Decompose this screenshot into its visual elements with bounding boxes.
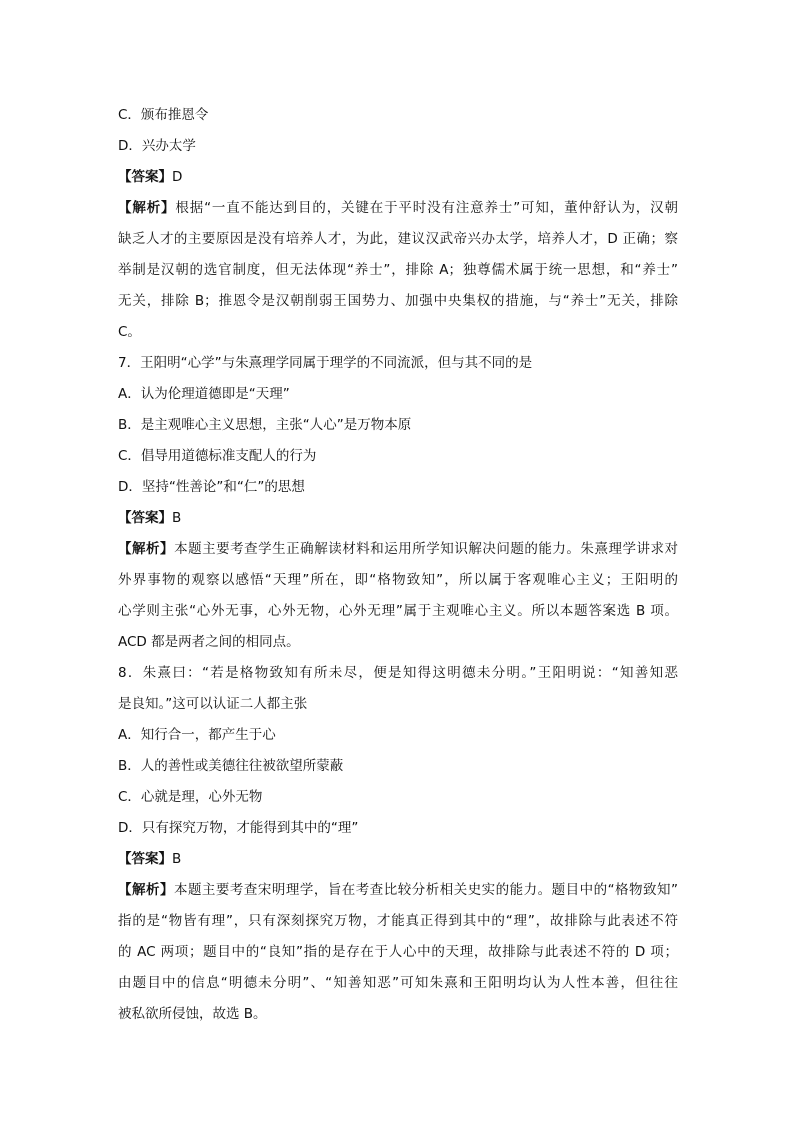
q8-stem-line: 8．朱熹曰：“若是格物致知有所未尽，便是知得这明德未分明。”王阳明说：“知善知恶 [118,665,678,681]
q7-explanation-line: 外界事物的观察以感悟“天理”所在，即“格物致知”，所以属于客观唯心主义；王阳明的 [118,572,678,588]
explanation-label: 【解析】 [118,882,174,898]
q8-option-d: D．只有探究万物，才能得到其中的“理” [118,820,359,836]
q7-answer [118,503,678,534]
q6-explanation-line: 缺乏人才的主要原因是没有培养人才，为此，建议汉武帝兴办太学，培养人才，D 正确；察 [118,231,678,247]
q8-option-b: B．人的善性或美德往往被欲望所蒙蔽 [118,758,344,774]
q7-stem: 7．王阳明“心学”与朱熹理学同属于理学的不同流派，但与其不同的是 [118,355,533,371]
q6-explanation [118,193,678,348]
q8-explanation-line: 被私欲所侵蚀，故选 B。 [118,1006,267,1022]
q8-stem [118,658,678,720]
answer-value: D [172,169,183,185]
q6-explanation-line: C。 [118,324,141,340]
answer-label: 【答案】 [118,169,172,185]
q7-explanation-line: 心学则主张“心外无事，心外无物，心外无理”属于主观唯心主义。所以本题答案选 B 项。 [118,603,678,619]
answer-value: B [172,851,182,867]
q7-explanation-line: ACD 都是两者之间的相同点。 [118,634,300,650]
q7-option-a: A．认为伦理道德即是“天理” [118,386,290,402]
q8-answer [118,844,678,875]
q8-explanation-line: 的 AC 两项；题目中的“良知”指的是存在于人心中的天理，故排除与此表述不符的 D 项； [118,944,678,960]
q8-explanation-line: 指的是“物皆有理”，只有深刻探究万物，才能真正得到其中的“理”，故排除与此表述不符 [118,913,678,929]
document-page [118,100,678,1030]
q7-explanation [118,534,678,658]
q6-explanation-line: 举制是汉朝的选官制度，但无法体现“养士”，排除 A；独尊儒术属于统一思想，和“养士” [118,262,678,278]
explanation-label: 【解析】 [118,541,175,557]
q6-option-c: C．颁布推恩令 [118,107,209,123]
q7-option-b: B．是主观唯心主义思想，主张“人心”是万物本原 [118,417,412,433]
answer-label: 【答案】 [118,510,172,526]
answer-label: 【答案】 [118,851,172,867]
q7-option-c: C．倡导用道德标准支配人的行为 [118,448,317,464]
q8-explanation-line: 由题目中的信息“明德未分明”、“知善知恶”可知朱熹和王阳明均认为人性本善，但往往 [118,975,678,991]
explanation-label: 【解析】 [118,200,176,216]
q8-stem-line: 是良知。”这可以认证二人都主张 [118,696,308,712]
q6-option-d: D．兴办太学 [118,138,196,154]
q8-explanation [118,875,678,1030]
q6-answer [118,162,678,193]
answer-value: B [172,510,182,526]
q6-explanation-line: 【解析】根据“一直不能达到目的，关键在于平时没有注意养士”可知，董仲舒认为，汉朝 [118,200,678,216]
q6-explanation-line: 无关，排除 B；推恩令是汉朝削弱王国势力、加强中央集权的措施，与“养士”无关，排除 [118,293,678,309]
q8-explanation-line: 【解析】本题主要考查宋明理学，旨在考查比较分析相关史实的能力。题目中的“格物致知” [118,882,678,898]
q8-option-c: C．心就是理，心外无物 [118,789,263,805]
q7-option-d: D．坚持“性善论”和“仁”的思想 [118,479,305,495]
q7-explanation-line: 【解析】本题主要考查学生正确解读材料和运用所学知识解决问题的能力。朱熹理学讲求对 [118,541,678,557]
q8-option-a: A．知行合一，都产生于心 [118,727,276,743]
